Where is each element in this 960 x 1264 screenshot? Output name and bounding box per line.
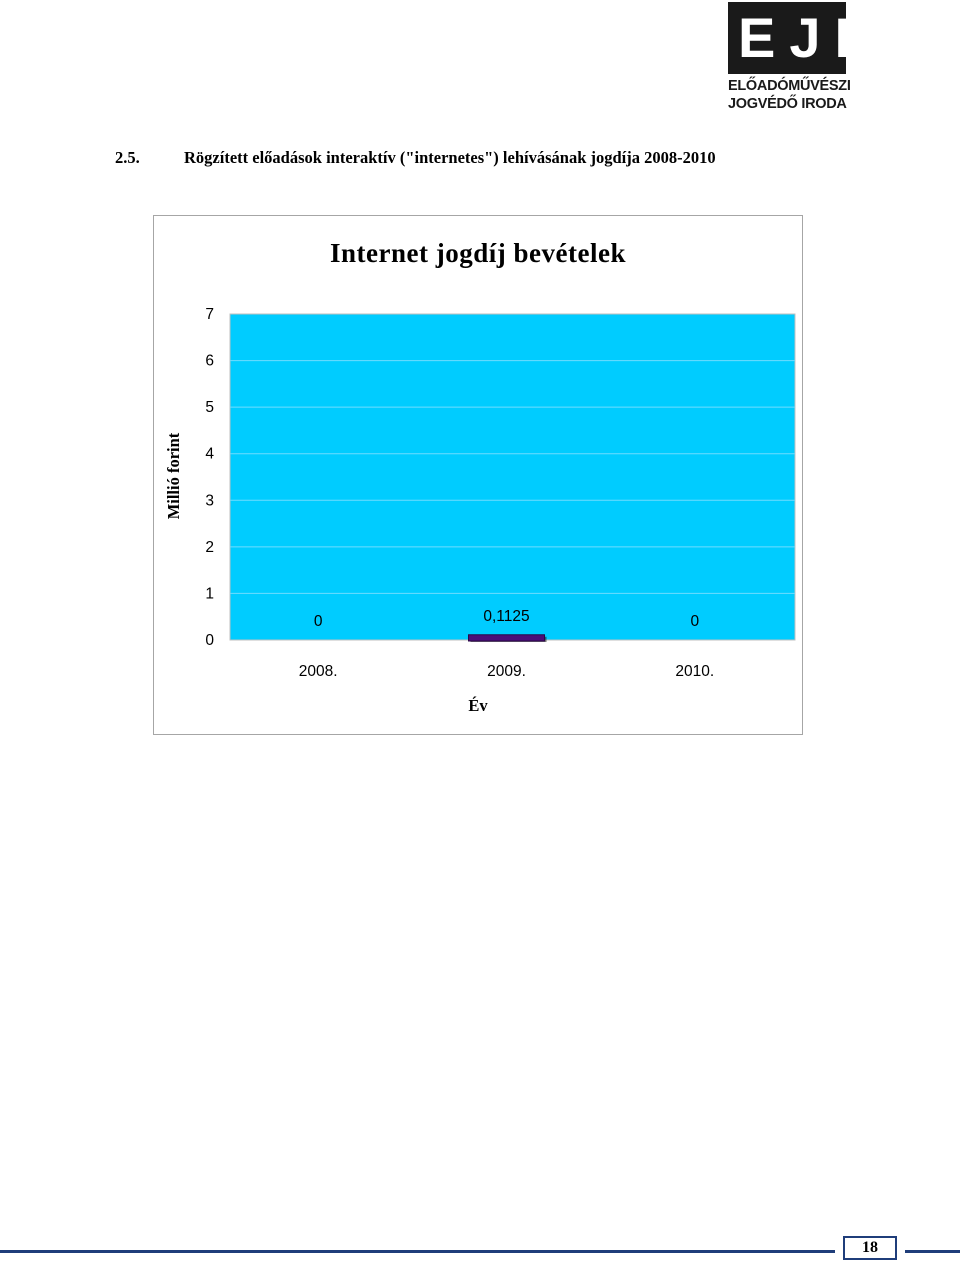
- y-tick-label: 7: [205, 306, 214, 323]
- data-label: 0,1125: [483, 607, 530, 625]
- plot-area: [230, 314, 795, 640]
- data-label: 0: [313, 613, 323, 630]
- data-label: 0: [690, 613, 700, 630]
- logo-line-2: JOGVÉDŐ IRODA: [728, 96, 847, 112]
- footer-rule-left: [0, 1250, 835, 1253]
- x-axis-label: Év: [468, 696, 488, 715]
- footer-rule-right: [905, 1250, 960, 1253]
- chart-title: Internet jogdíj bevételek: [330, 238, 626, 268]
- bar: [469, 635, 545, 641]
- eji-logo: [728, 2, 865, 118]
- section-title: Rögzített előadások interaktív ("internetes") lehívásának jogdíja 2008-2010: [184, 148, 716, 167]
- y-tick-label: 0: [205, 632, 214, 649]
- y-tick-label: 1: [205, 585, 214, 603]
- x-tick-label: 2009.: [487, 663, 526, 680]
- page-number: 18: [843, 1236, 897, 1260]
- y-tick-label: 4: [205, 445, 214, 463]
- y-tick-label: 6: [205, 352, 214, 370]
- chart-frame: [153, 215, 803, 735]
- y-tick-label: 2: [205, 538, 214, 556]
- bar-chart: [154, 216, 802, 734]
- y-tick-label: 5: [205, 399, 214, 417]
- x-tick-label: 2008.: [298, 663, 338, 680]
- section-heading: [115, 148, 716, 168]
- y-tick-label: 3: [205, 492, 214, 510]
- y-axis-label: Millió forint: [164, 432, 183, 520]
- x-tick-label: 2010.: [675, 663, 715, 680]
- logo-line-1: ELŐADÓMŰVÉSZI: [728, 78, 851, 94]
- logo-block: [728, 2, 865, 74]
- section-number: 2.5.: [115, 148, 140, 167]
- logo-letters: EJI: [738, 6, 865, 69]
